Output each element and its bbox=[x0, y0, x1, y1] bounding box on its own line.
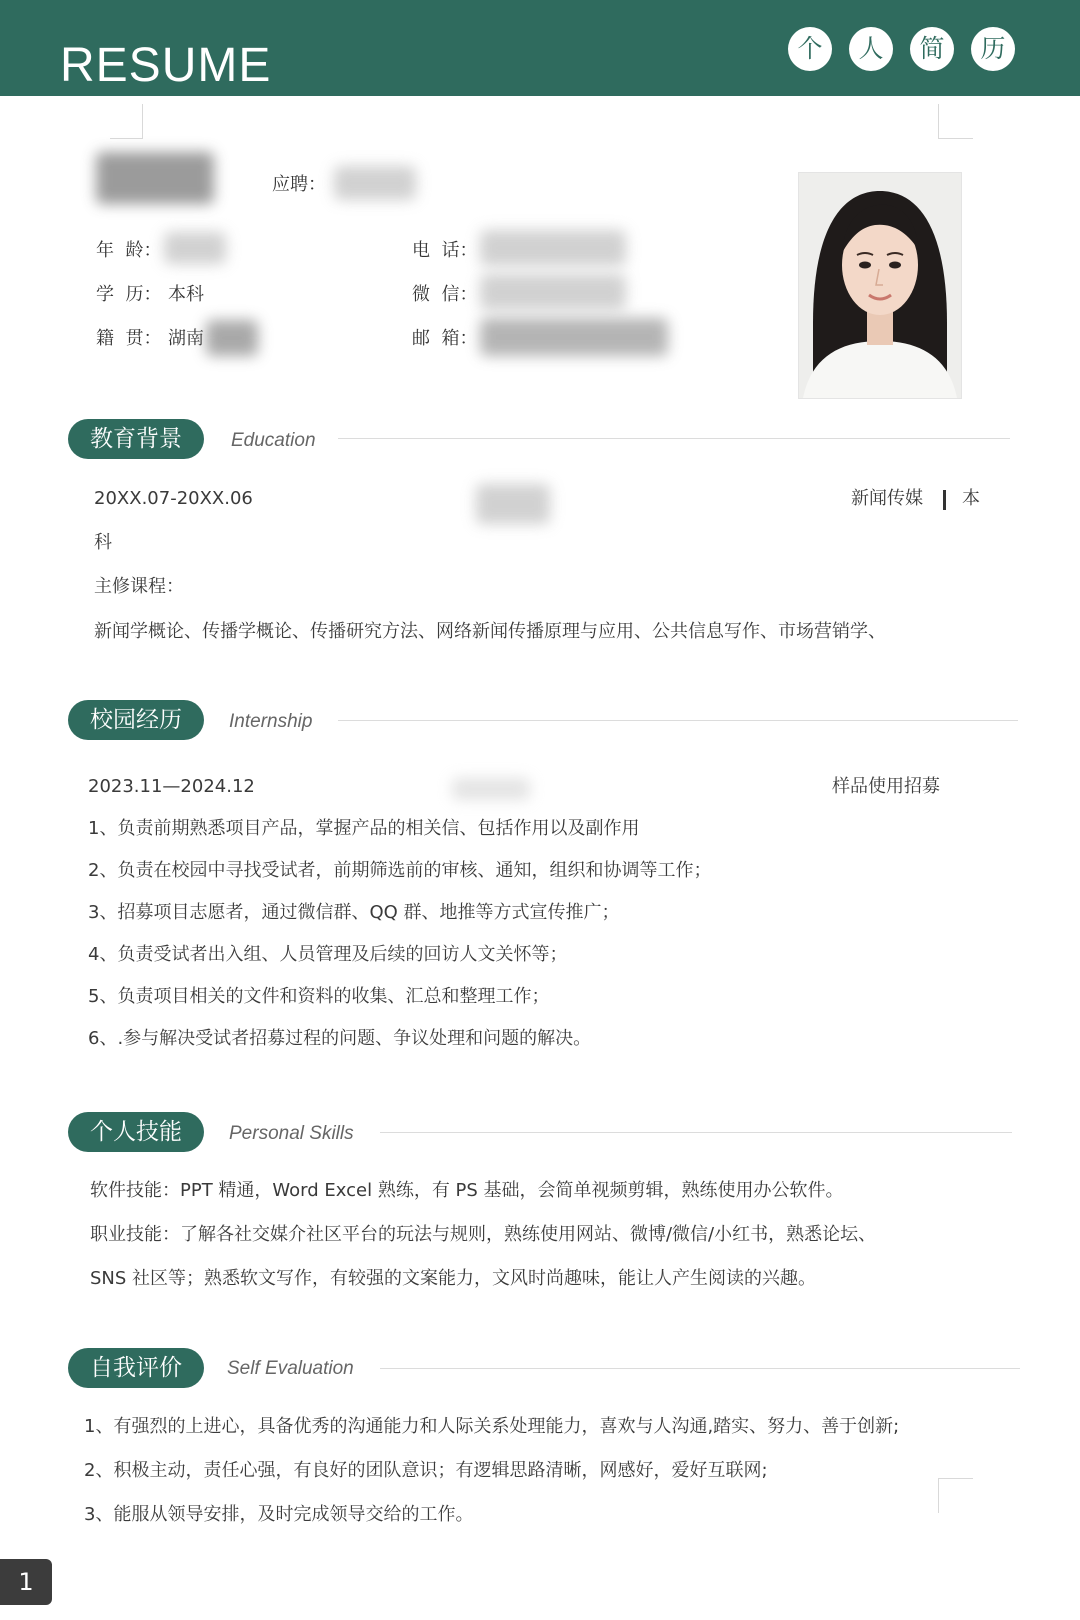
apply-value-redacted bbox=[334, 166, 416, 200]
education-major: 新闻传媒 bbox=[851, 488, 923, 509]
corner-mark-top-right bbox=[938, 104, 973, 139]
corner-mark-bottom-right bbox=[938, 1478, 973, 1513]
skills-line-2: 职业技能：了解各社交媒介社区平台的玩法与规则，熟练使用网站、微博/微信/小红书，熟悉论坛、 bbox=[90, 1224, 877, 1245]
section-education-title: 教育背景 bbox=[68, 419, 204, 459]
profile-photo bbox=[798, 172, 962, 399]
page-number-indicator[interactable]: 1 bbox=[0, 1559, 52, 1605]
phone-value-redacted bbox=[480, 230, 626, 266]
email-value-redacted bbox=[480, 318, 668, 356]
badge-li: 历 bbox=[971, 27, 1015, 71]
badge-ge: 个 bbox=[788, 27, 832, 71]
education-period: 20XX.07-20XX.06 bbox=[94, 488, 253, 509]
portrait-illustration bbox=[799, 173, 961, 398]
section-skills-rule bbox=[380, 1132, 1012, 1133]
email-label: 邮 箱： bbox=[412, 328, 478, 349]
origin-label: 籍 贯： bbox=[96, 328, 162, 349]
wechat-value-redacted bbox=[480, 274, 626, 310]
campus-role: 样品使用招募 bbox=[832, 776, 940, 797]
campus-item-4: 4、负责受试者出入组、人员管理及后续的回访人文关怀等； bbox=[88, 944, 568, 965]
courses-label: 主修课程： bbox=[94, 576, 184, 597]
corner-mark-top-left bbox=[110, 104, 143, 139]
section-campus-title: 校园经历 bbox=[68, 700, 204, 740]
section-skills-title: 个人技能 bbox=[68, 1112, 204, 1152]
self-eval-item-2: 2、积极主动，责任心强，有良好的团队意识；有逻辑思路清晰，网感好，爱好互联网; bbox=[84, 1460, 768, 1481]
campus-period: 2023.11—2024.12 bbox=[88, 776, 255, 797]
campus-item-2: 2、负责在校园中寻找受试者，前期筛选前的审核、通知，组织和协调等工作； bbox=[88, 860, 712, 881]
badge-ren: 人 bbox=[849, 27, 893, 71]
age-value-redacted bbox=[164, 232, 226, 264]
campus-item-5: 5、负责项目相关的文件和资料的收集、汇总和整理工作； bbox=[88, 986, 550, 1007]
campus-item-3: 3、招募项目志愿者，通过微信群、QQ 群、地推等方式宣传推广； bbox=[88, 902, 620, 923]
origin-value-redacted bbox=[206, 320, 258, 356]
section-self-eval-title: 自我评价 bbox=[68, 1348, 204, 1388]
skills-line-3: SNS 社区等；熟悉软文写作，有较强的文案能力，文风时尚趣味，能让人产生阅读的兴趣。 bbox=[90, 1268, 817, 1289]
campus-item-6: 6、.参与解决受试者招募过程的问题、争议处理和问题的解决。 bbox=[88, 1028, 592, 1049]
wechat-label: 微 信： bbox=[412, 284, 478, 305]
origin-value: 湖南 bbox=[168, 328, 204, 349]
self-eval-item-3: 3、能服从领导安排，及时完成领导交给的工作。 bbox=[84, 1504, 474, 1525]
section-campus-rule bbox=[338, 720, 1018, 721]
organization-redacted bbox=[452, 778, 530, 800]
education-degree-part2: 科 bbox=[94, 532, 112, 553]
education-degree-part1: 本 bbox=[962, 488, 980, 509]
education-value: 本科 bbox=[168, 284, 204, 305]
apply-label: 应聘： bbox=[272, 174, 326, 195]
resume-title: RESUME bbox=[60, 39, 272, 92]
section-education-rule bbox=[338, 438, 1010, 439]
education-label: 学 历： bbox=[96, 284, 162, 305]
badge-jian: 简 bbox=[910, 27, 954, 71]
skills-line-1: 软件技能：PPT 精通，Word Excel 熟练，有 PS 基础，会简单视频剪辑，熟练使用办公软件。 bbox=[90, 1180, 844, 1201]
campus-item-1: 1、负责前期熟悉项目产品，掌握产品的相关信、包括作用以及副作用 bbox=[88, 818, 640, 839]
section-education-en: Education bbox=[231, 430, 316, 451]
section-skills-en: Personal Skills bbox=[229, 1123, 354, 1144]
courses-list: 新闻学概论、传播学概论、传播研究方法、网络新闻传播原理与应用、公共信息写作、市场营销学、 bbox=[94, 621, 886, 642]
section-self-eval-rule bbox=[380, 1368, 1020, 1369]
section-self-eval-en: Self Evaluation bbox=[227, 1358, 354, 1379]
self-eval-item-1: 1、有强烈的上进心，具备优秀的沟通能力和人际关系处理能力，喜欢与人沟通,踏实、努力、善于创新; bbox=[84, 1416, 900, 1437]
school-name-redacted bbox=[476, 484, 550, 524]
major-degree-separator bbox=[943, 490, 946, 510]
section-campus-en: Internship bbox=[229, 711, 313, 732]
age-label: 年 龄： bbox=[96, 240, 162, 261]
phone-label: 电 话： bbox=[412, 240, 478, 261]
name-redacted bbox=[96, 152, 214, 204]
